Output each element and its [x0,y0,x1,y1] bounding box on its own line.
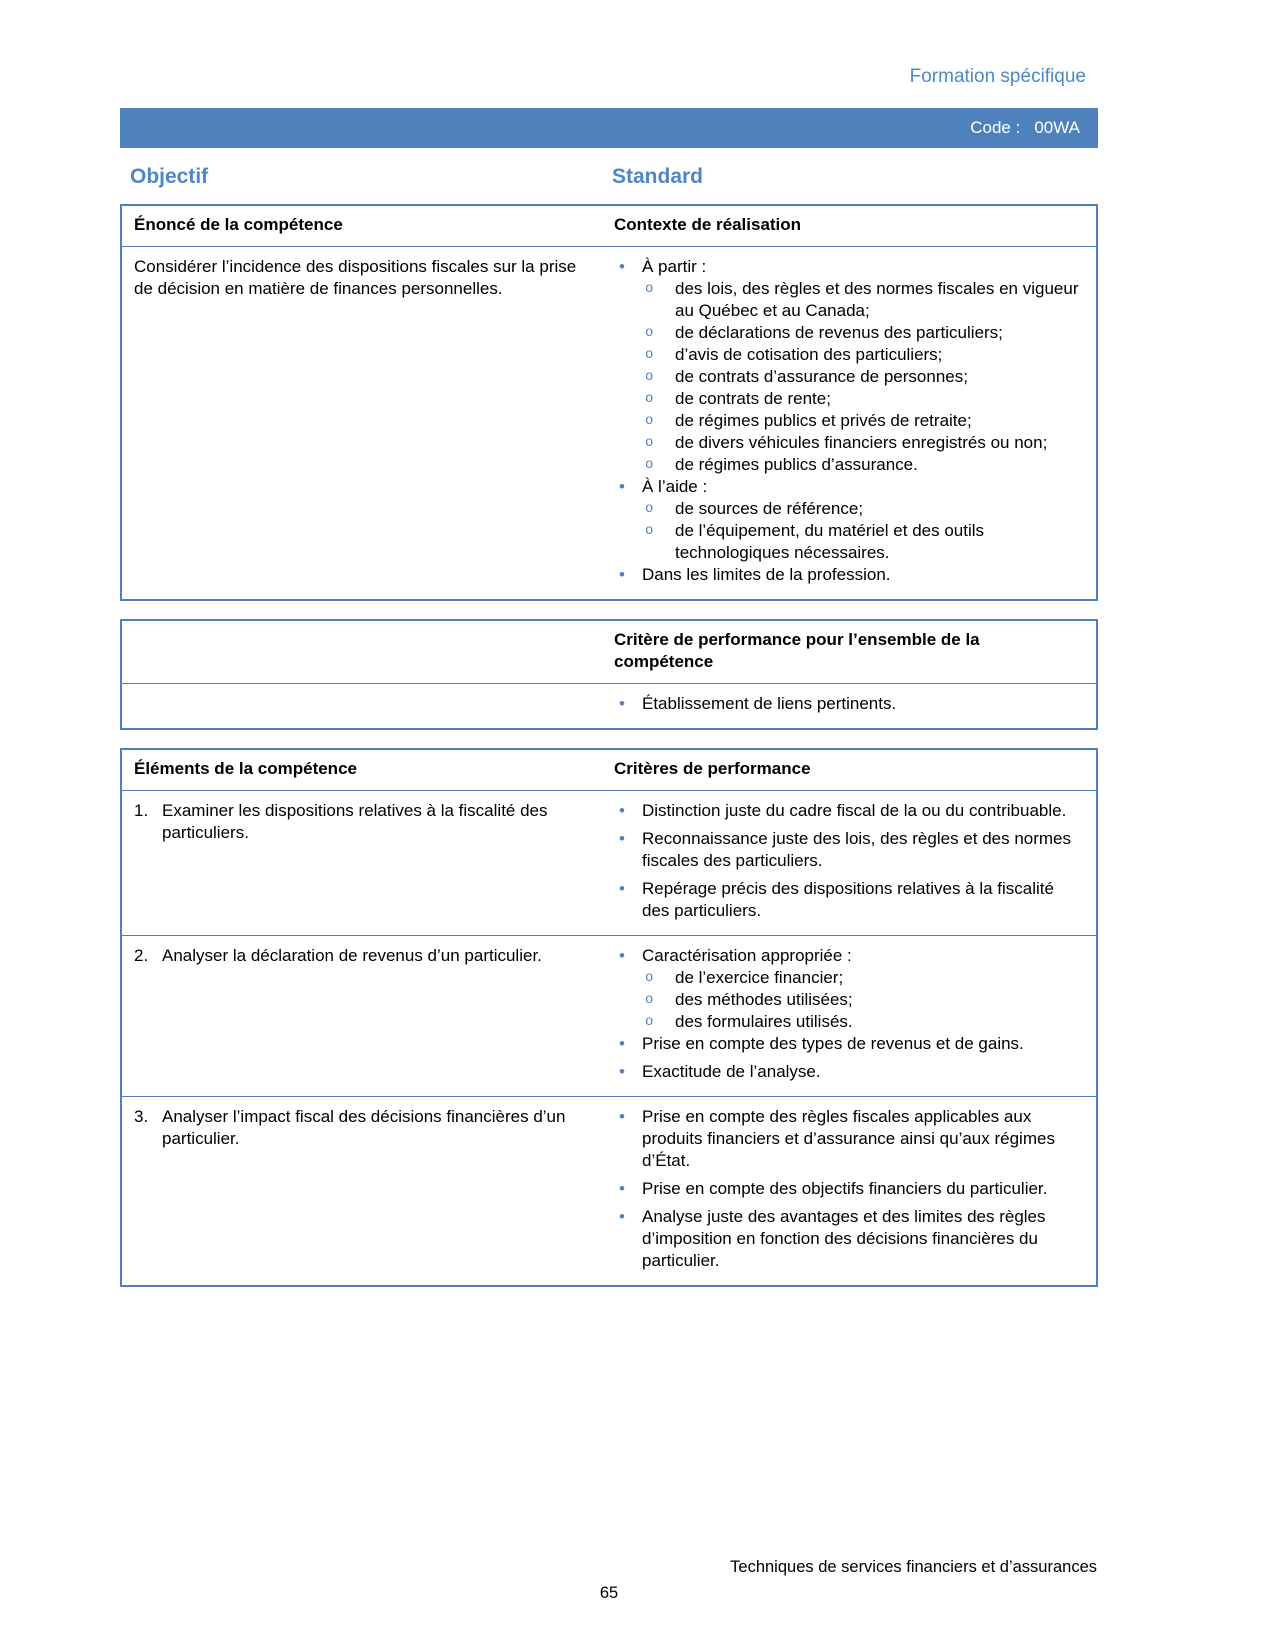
list-item [614,693,1084,715]
sub-list-item-text: d’avis de cotisation des particuliers; [675,345,943,364]
list-item-text: Distinction juste du cadre fiscal de la ou du contribuable. [642,801,1067,820]
list-item-text: Analyse juste des avantages et des limites des règles d’imposition en fonction des décisions financières du particulier. [642,1207,1046,1270]
item-number: 1. [134,801,149,820]
numbered-item [134,800,590,844]
list-item [614,256,1084,278]
code-bar [120,108,1098,148]
list-item [614,945,1084,967]
standard-heading: Standard [612,165,704,188]
bullet-icon: • [619,801,625,820]
table3-left-header: Éléments de la compétence [134,759,357,778]
criteria-list [602,791,1096,935]
element-cell [122,1097,602,1285]
bullet-icon: • [619,477,625,496]
sub-list-item-text: de contrats de rente; [675,389,831,408]
table2-right-header [602,621,1096,683]
circle-bullet-icon: o [645,457,654,473]
empty-cell [122,621,602,683]
list-item [614,828,1084,872]
sub-list-item-text: de divers véhicules financiers enregistrés ou non; [675,433,1048,452]
code-value: 00WA [1034,118,1080,137]
list-item-text: À l’aide : [642,477,708,496]
bullet-icon: • [619,565,625,584]
list-item-text: Dans les limites de la profession. [642,565,891,584]
numbered-item [134,1106,590,1150]
list-item [614,1061,1084,1083]
page-number: 65 [599,1584,619,1602]
global-criteria-list [602,684,1096,728]
list-item-text: Caractérisation appropriée : [642,946,852,965]
list-item-text: À partir : [642,257,707,276]
table3-row-3 [122,1096,1096,1285]
list-item [614,800,1084,822]
sub-list-item-text: de contrats d’assurance de personnes; [675,367,968,386]
table3-row-2 [122,935,1096,1096]
list-item-text: Reconnaissance juste des lois, des règles et des normes fiscales des particuliers. [642,829,1072,870]
bullet-icon: • [619,829,625,848]
list-item [614,564,1084,586]
list-item [614,1178,1084,1200]
bullet-icon: • [619,257,625,276]
sub-list-item [642,498,1084,520]
circle-bullet-icon: o [645,501,654,517]
sub-list-item-text: de régimes publics et privés de retraite; [675,411,972,430]
item-number: 2. [134,946,149,965]
list-item [614,878,1084,922]
sub-list-item [642,366,1084,388]
sub-list-item-text: des formulaires utilisés. [675,1012,853,1031]
sub-list-item [642,989,1084,1011]
objectif-heading: Objectif [130,165,209,188]
table1-body-row [122,246,1096,599]
elements-criteria-table [120,748,1098,1287]
circle-bullet-icon: o [645,369,654,385]
circle-bullet-icon: o [645,1014,654,1030]
sub-list-item [642,278,1084,322]
code-label: Code : [970,118,1021,137]
circle-bullet-icon: o [645,435,654,451]
element-text: Examiner les dispositions relatives à la fiscalité des particuliers. [162,801,548,842]
table2-body-row [122,683,1096,728]
bullet-icon: • [619,946,625,965]
circle-bullet-icon: o [645,523,654,539]
table1-left-header: Énoncé de la compétence [134,215,343,234]
table3-right-header: Critères de performance [614,759,811,778]
list-item [614,1033,1084,1055]
circle-bullet-icon: o [645,992,654,1008]
table3-header-row [122,750,1096,790]
sub-list-item [642,520,1084,564]
sub-list-item-text: des lois, des règles et des normes fiscales en vigueur au Québec et au Canada; [675,279,1079,320]
table3-row-1 [122,790,1096,935]
bullet-icon: • [619,1062,625,1081]
element-text: Analyser la déclaration de revenus d’un particulier. [162,946,542,965]
context-list [602,247,1096,599]
sub-list-item [642,388,1084,410]
list-item-text: Établissement de liens pertinents. [642,694,897,713]
column-titles [120,166,1098,188]
bullet-icon: • [619,1207,625,1226]
sub-list-item-text: de sources de référence; [675,499,864,518]
section-header: Formation spécifique [909,66,1086,87]
sub-list-item-text: de déclarations de revenus des particuliers; [675,323,1003,342]
element-text: Analyser l’impact fiscal des décisions financières d’un particulier. [162,1107,566,1148]
competence-context-table [120,204,1098,601]
sub-list-item [642,1011,1084,1033]
empty-cell [122,684,602,728]
circle-bullet-icon: o [645,970,654,986]
circle-bullet-icon: o [645,391,654,407]
list-item [614,1106,1084,1172]
list-item [614,476,1084,498]
circle-bullet-icon: o [645,413,654,429]
bullet-icon: • [619,694,625,713]
element-cell [122,791,602,935]
bullet-icon: • [619,1179,625,1198]
sub-list-item [642,322,1084,344]
element-cell [122,936,602,1096]
sub-list-item-text: de régimes publics d’assurance. [675,455,918,474]
sub-list-item [642,432,1084,454]
sub-list-item [642,410,1084,432]
page-content [120,0,1098,1305]
bullet-icon: • [619,1034,625,1053]
sub-list-item-text: des méthodes utilisées; [675,990,853,1009]
circle-bullet-icon: o [645,325,654,341]
list-item-text: Prise en compte des types de revenus et de gains. [642,1034,1024,1053]
list-item-text: Prise en compte des règles fiscales applicables aux produits financiers et d’assurance ainsi qu’aux régimes d’État. [642,1107,1055,1170]
sub-list-item [642,454,1084,476]
item-number: 3. [134,1107,149,1126]
sub-list-item-text: de l’équipement, du matériel et des outils technologiques nécessaires. [675,521,985,562]
numbered-item [134,945,590,967]
competence-statement: Considérer l’incidence des dispositions fiscales sur la prise de décision en matière de finances personnelles. [134,257,577,298]
bullet-icon: • [619,879,625,898]
list-item-text: Repérage précis des dispositions relatives à la fiscalité des particuliers. [642,879,1054,920]
bullet-icon: • [619,1107,625,1126]
criteria-list [602,936,1096,1096]
circle-bullet-icon: o [645,281,654,297]
table2-right-header-text: Critère de performance pour l’ensemble de la compétence [614,630,980,671]
table2-header-row [122,621,1096,683]
global-criteria-table [120,619,1098,730]
sub-list-item-text: de l’exercice financier; [675,968,844,987]
table1-header-row [122,206,1096,246]
table1-right-header: Contexte de réalisation [614,215,802,234]
footer-program-name: Techniques de services financiers et d’assurances [730,1558,1097,1576]
circle-bullet-icon: o [645,347,654,363]
list-item-text: Prise en compte des objectifs financiers du particulier. [642,1179,1048,1198]
sub-list-item [642,344,1084,366]
list-item-text: Exactitude de l’analyse. [642,1062,821,1081]
sub-list-item [642,967,1084,989]
criteria-list [602,1097,1096,1285]
list-item [614,1206,1084,1272]
